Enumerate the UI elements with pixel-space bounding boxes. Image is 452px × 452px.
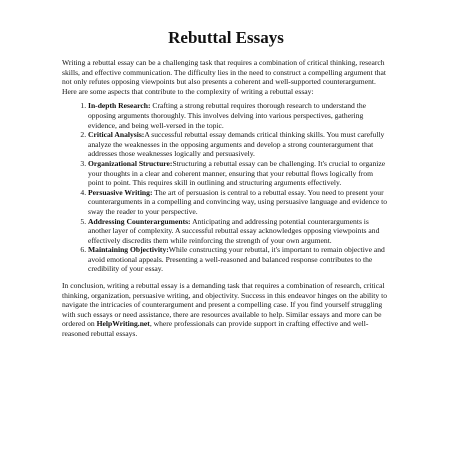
- list-item-text: A successful rebuttal essay demands critical thinking skills. You must carefully analyze the weaknesses in the opposing arguments and develop a strong counterargument that addresses those weaknesses logically and persuasively.: [88, 130, 385, 159]
- list-item-term: In-depth Research:: [88, 101, 151, 111]
- list-item-text: Anticipating and addressing potential counterarguments is another layer of complexity. A successful rebuttal essay acknowledges opposing viewpoints and effectively discredits them while reinforcing the strength of your own argument.: [88, 216, 380, 245]
- intro-paragraph: Writing a rebuttal essay can be a challenging task that requires a combination of critical thinking, research skills, and effective communication. The difficulty lies in the need to construct a compelling argument that not only refutes opposing viewpoints but also presents a coherent and well-supported counterargument. Here are some aspects that contribute to the complexity of writing a rebuttal essay:: [62, 58, 386, 96]
- list-item-term: Addressing Counterarguments:: [88, 216, 191, 226]
- list-item: [88, 188, 390, 217]
- list-item-term: Organizational Structure:: [88, 158, 173, 168]
- list-item: [88, 130, 390, 159]
- list-item-term: Critical Analysis:: [88, 130, 145, 140]
- list-item: [88, 217, 390, 246]
- list-item-term: Persuasive Writing:: [88, 187, 153, 197]
- list-item-text: While constructing your rebuttal, it's important to remain objective and avoid emotional appeals. Presenting a well-reasoned and balanced response contributes to the credibility of your essay.: [88, 245, 385, 274]
- list-item-text: The art of persuasion is central to a rebuttal essay. You need to present your counterarguments in a compelling and convincing way, using persuasive language and evidence to sway the reader to your perspective.: [88, 187, 388, 216]
- conclusion-text: In conclusion, writing a rebuttal essay is a demanding task that requires a combination of research, critical thinking, organization, persuasive writing, and objectivity. Success in this endeavor hinges on the ability to navigate the intricacies of counterargument and present a compelling case. If you find yourself struggling with such essays or need assistance, there are resources available to help. Similar essays and more can be ordered on: [62, 281, 387, 329]
- helpwriting-link[interactable]: HelpWriting.net: [96, 319, 150, 329]
- list-item-text: Crafting a strong rebuttal requires thorough research to understand the opposing arguments thoroughly. This involves delving into various perspectives, gathering evidence, and being well-versed in the topic.: [88, 101, 367, 130]
- aspects-list: [62, 101, 390, 274]
- list-item: [88, 101, 390, 130]
- list-item-text: Structuring a rebuttal essay can be challenging. It's crucial to organize your thoughts in a clear and coherent manner, ensuring that your rebuttal flows logically from point to point. This requires skill in outlining and structuring arguments effectively.: [88, 158, 386, 188]
- list-item: [88, 245, 390, 274]
- list-item-term: Maintaining Objectivity:: [88, 245, 169, 255]
- list-item: [88, 159, 390, 188]
- conclusion-paragraph: [62, 281, 390, 339]
- conclusion-text-after: , where professionals can provide support in crafting effective and well-reasoned rebuttal essays.: [62, 319, 369, 339]
- document-title: Rebuttal Essays: [168, 28, 284, 47]
